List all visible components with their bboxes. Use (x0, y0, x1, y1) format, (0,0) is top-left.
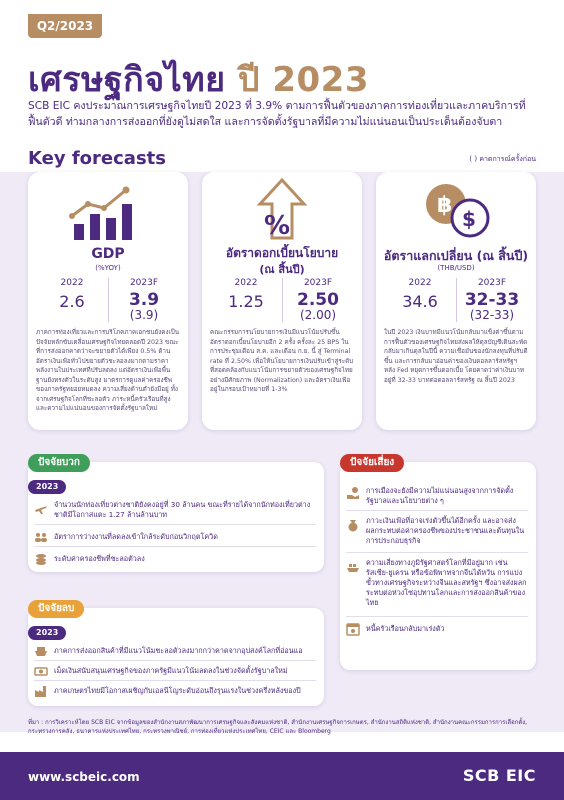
policy-rate-title: อัตราดอกเบี้ยนโยบาย (225, 246, 339, 260)
negative-factors-tag: ปัจจัยลบ (28, 600, 84, 618)
positive-item-3: ระดับค่าครองชีพที่ชะลอตัวลง (54, 554, 145, 563)
policy-rate-value-actual: 1.25 (228, 292, 264, 311)
gdp-title: GDP (91, 246, 125, 262)
policy-rate-title-line2: (ณ สิ้นปี) (259, 263, 305, 276)
divider (34, 524, 316, 525)
gdp-value-actual: 2.6 (59, 292, 85, 311)
airplane-icon (34, 502, 48, 516)
gdp-year-forecast: 2023F (129, 278, 159, 288)
policy-rate-description: คณะกรรมการนโยบายการเงินมีแนวโน้มปรับขึ้นอัตราดอกเบี้ยนโยบายอีก 2 ครั้ง ครั้งละ 25 BPS ในการประชุมเดือน ส.ค. และเดือน ก.ย. นี้ สู่ Terminal rate ที่ 2.50% เพื่อให้นโยบายการเงินปรับเข้าสู่ระดับที่สอดคล้องกับแนวโน้มการขยายตัวของเศรษฐกิจไทยอย่างมีศักยภาพ (Normalization) และอัตราเงินเฟ้ออยู่ในกรอบเป้าหมายที่ 1-3% (210, 329, 354, 393)
svg-text:฿: ฿ (437, 193, 453, 218)
risk-item-4: หนี้ครัวเรือนกลับมาเร่งตัว (366, 624, 445, 633)
exchange-rate-value-forecast: 32-33 (464, 290, 520, 310)
gdp-divider (108, 278, 109, 322)
scb-eic-logo: SCB EIC (462, 766, 536, 785)
policy-rate-divider (282, 278, 283, 322)
exchange-rate-value-actual: 34.6 (402, 292, 438, 311)
svg-text:$: $ (462, 207, 476, 231)
risk-item-3: ความเสี่ยงทางภูมิรัฐศาสตร์โลกที่มีอยู่มาก เช่น รัสเซีย-ยูเครน หรือข้อพิพาทจากจีนไต้หวัน การแบ่งขั้วทางเศรษฐกิจระหว่างจีนและสหรัฐฯ ซึ่งอาจส่งผลกระทบต่อห่วงโซ่อุปทานโลกและการส่งออกสินค้าของไทย (366, 558, 527, 607)
factory-icon (34, 684, 48, 698)
exchange-rate-divider (456, 278, 457, 322)
exchange-rate-card (376, 172, 536, 430)
positive-year-tag: 2023 (28, 480, 66, 494)
hand-money-icon (346, 486, 360, 500)
money-icon (34, 664, 48, 678)
svg-text:%: % (264, 211, 291, 240)
gdp-card (28, 172, 188, 430)
exchange-rate-subtitle: (THB/USD) (437, 264, 475, 272)
gdp-year-actual: 2022 (60, 278, 84, 288)
divider (346, 616, 528, 617)
policy-rate-value-previous: (2.00) (299, 308, 337, 322)
risk-item-2: ภาวะเงินเฟ้อที่อาจเร่งตัวขึ้นได้อีกครั้ง และอาจส่งผลกระทบต่อค่าครองชีพของประชาชนและต้นทุนในการประกอบธุรกิจ (366, 516, 525, 545)
divider (346, 510, 528, 511)
negative-item-2: เม็ดเงินสนับสนุนเศรษฐกิจของภาครัฐมีแนวโน้มลดลงในช่วงจัดตั้งรัฐบาลใหม่ (54, 666, 288, 675)
exchange-rate-description: ในปี 2023 เงินบาทมีแนวโน้มกลับมาแข็งค่าขึ้นตามการฟื้นตัวของเศรษฐกิจไทยส่งผลให้ดุลบัญชีเดินสะพัดกลับมาเกินดุลในปีนี้ ความเชื่อมั่นของนักลงทุนที่ปรับดีขึ้น และการกลับมาอ่อนค่าของเงินดอลลาร์สหรัฐฯหลัง Fed หยุดการขึ้นดอกเบี้ย โดยคาดว่าค่าเงินบาทอยู่ที่ 32-33 บาทต่อดอลลาร์สหรัฐ ณ สิ้นปี 2023 (384, 329, 528, 384)
lead-paragraph: SCB EIC คงประมาณการเศรษฐกิจไทยปี 2023 ที่ 3.9% ตามการฟื้นตัวของภาคการท่องเที่ยวและภาคบริการที่ฟื้นตัวดี ท่ามกลางการส่งออกที่ยังดูไม่สดใส และการจัดตั้งรัฐบาลที่มีความไม่แน่นอนเป็นประเด็นต้องจับตา (28, 100, 526, 128)
website-link[interactable]: www.scbeic.com (28, 770, 140, 784)
negative-item-3: ภาคเกษตรไทยมีโอกาสเผชิญกับเอลนีโญระดับอ่อนถึงรุนแรงในช่วงครึ่งหลังของปี (54, 686, 301, 695)
calendar-money-icon (346, 622, 360, 636)
quarter-badge: Q2/2023 (28, 14, 102, 38)
bar-chart-trend-icon (66, 182, 150, 242)
policy-rate-year-forecast: 2023F (303, 278, 333, 288)
coins-icon (34, 552, 48, 566)
positive-factors-tag: ปัจจัยบวก (28, 454, 90, 472)
divider (346, 552, 528, 553)
policy-rate-year-actual: 2022 (234, 278, 258, 288)
title-main: เศรษฐกิจไทย (28, 60, 226, 100)
negative-item-1: ภาคการส่งออกสินค้าที่มีแนวโน้มชะลอตัวลงมากกว่าคาดจากอุปสงค์โลกที่อ่อนแอ (54, 646, 303, 655)
key-forecasts-heading: Key forecasts (28, 148, 166, 169)
exchange-rate-year-actual: 2022 (408, 278, 432, 288)
gdp-value-forecast: 3.9 (128, 290, 160, 310)
exchange-rate-year-forecast: 2023F (477, 278, 507, 288)
gdp-description: ภาคการท่องเที่ยวและการบริโภคภาคเอกชนยังคงเป็นปัจจัยหลักขับเคลื่อนเศรษฐกิจไทยตลอดปี 2023 ขณะที่การส่งออกคาดว่าจะขยายตัวได้เพียง 0.5% ด้านอัตราเงินเฟ้อทั่วไปขยายตัวชะลอลงมากตามราคาพลังงานในประเทศที่ปรับลดลง แต่อัตราเงินเฟ้อพื้นฐานยังทรงตัวในระดับสูง มาตรการดูแลค่าครองชีพของภาครัฐทยอยหมดลง ความเสี่ยงด้านต่ำยังมีอยู่ ทั้งจากเศรษฐกิจโลกที่ชะลอตัว ภาระหนี้ครัวเรือนที่สูง และความไม่แน่นอนของการจัดตั้งรัฐบาลใหม่ (36, 329, 180, 412)
policy-rate-value-forecast: 2.50 (297, 290, 339, 310)
exchange-rate-value-previous: (32-33) (469, 308, 515, 322)
exchange-rate-title: อัตราแลกเปลี่ยน (ณ สิ้นปี) (383, 248, 529, 263)
people-icon (34, 530, 48, 544)
previous-forecast-note: ( ) คาดการณ์ครั้งก่อน (469, 155, 536, 163)
title-year: ปี 2023 (237, 60, 369, 100)
divider (34, 680, 316, 681)
cargo-ship-icon (346, 560, 360, 574)
divider (34, 660, 316, 661)
negative-year-tag: 2023 (28, 626, 66, 640)
risk-item-1: การเมืองจะยังมีความไม่แน่นอนสูงจากการจัดตั้งรัฐบาลและนโยบายต่าง ๆ (366, 486, 514, 505)
percent-arrow-up-icon (250, 178, 314, 240)
positive-item-1: จำนวนนักท่องเที่ยวต่างชาติยังคงอยู่ที่ 30 ล้านคน ขณะที่รายได้จากนักท่องเที่ยวต่างชาติมีโอกาสแตะ 1.27 ล้านล้านบาท (54, 500, 311, 519)
ship-icon (34, 644, 48, 658)
positive-item-2: อัตราการว่างงานที่ลดลงเข้าใกล้ระดับก่อนวิกฤตโควิด (54, 532, 218, 541)
gdp-value-previous: (3.9) (129, 308, 159, 322)
money-bag-icon (346, 518, 360, 532)
divider (34, 546, 316, 547)
risk-factors-tag: ปัจจัยเสี่ยง (340, 454, 404, 472)
gdp-subtitle: (%YOY) (95, 264, 121, 272)
policy-rate-card (202, 172, 362, 430)
source-note: ที่มา : การวิเคราะห์โดย SCB EIC จากข้อมูลของสำนักงานสภาพัฒนาการเศรษฐกิจและสังคมแห่งชาติ, สำนักงานเศรษฐกิจการเกษตร, สำนักงานสถิติแห่งชาติ, สำนักงานคณะกรรมการการเลือกตั้ง, กระทรวงการคลัง, ธนาคารแห่งประเทศไทย, กระทรวงพาณิชย์, การท่องเที่ยวแห่งประเทศไทย, CEIC และ Bloomberg (28, 719, 528, 735)
currency-exchange-icon (422, 180, 492, 240)
